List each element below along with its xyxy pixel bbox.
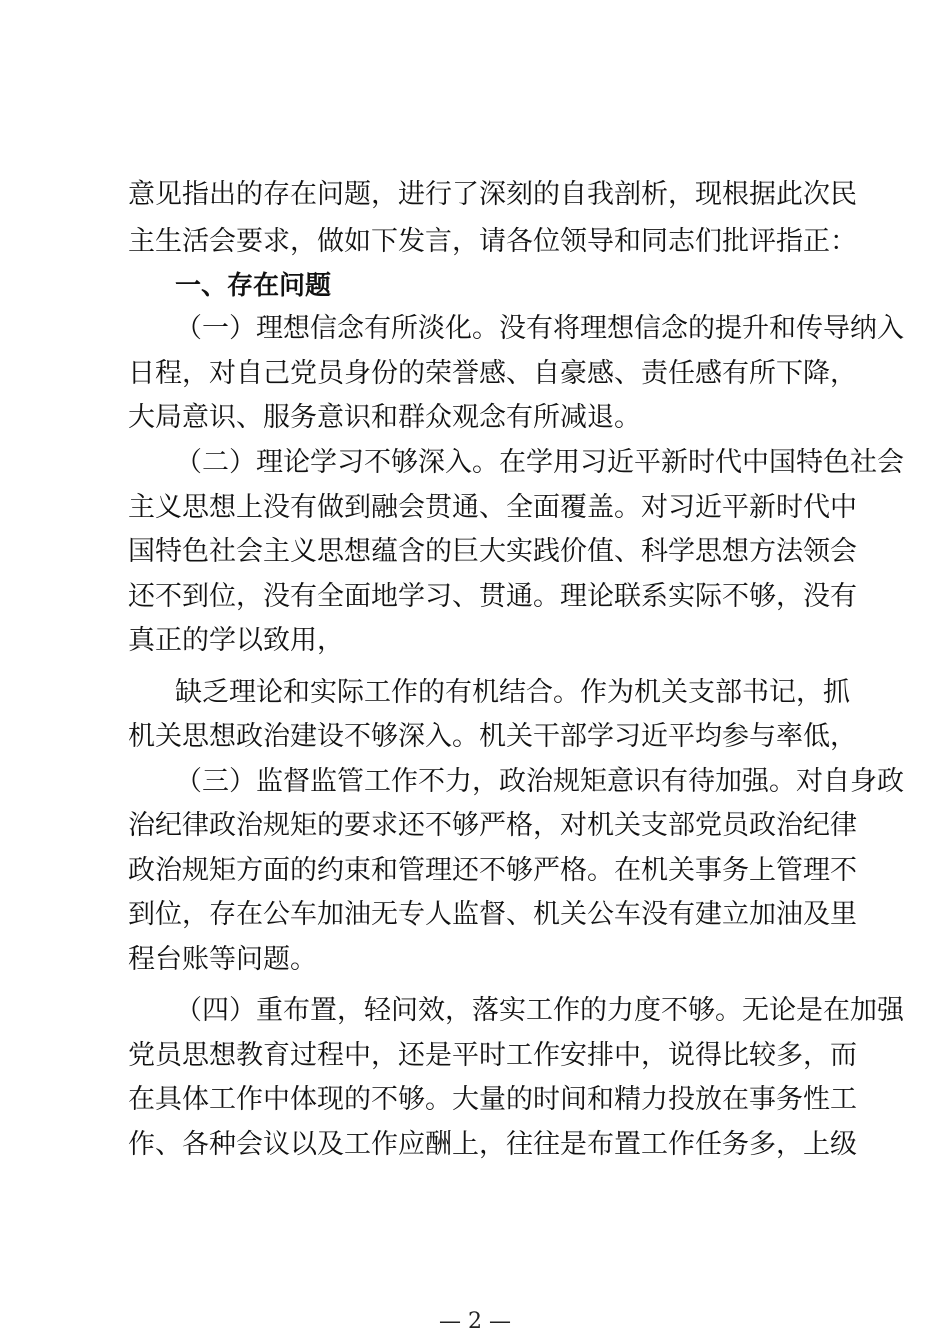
paragraph-line: 治纪律政治规矩的要求还不够严格，对机关支部党员政治纪律: [128, 810, 857, 841]
paragraph-line: 到位，存在公车加油无专人监督、机关公车没有建立加油及里: [128, 899, 857, 930]
paragraph-line: 日程，对自己党员身份的荣誉感、自豪感、责任感有所下降，: [128, 358, 857, 389]
paragraph-line: 机关思想政治建设不够深入。机关干部学习近平均参与率低，: [128, 721, 857, 752]
paragraph-line: 主生活会要求，做如下发言，请各位领导和同志们批评指正：: [128, 226, 857, 257]
paragraph-line: 在具体工作中体现的不够。大量的时间和精力投放在事务性工: [128, 1084, 857, 1115]
paragraph-line: 程台账等问题。: [128, 944, 317, 975]
paragraph-line: 缺乏理论和实际工作的有机结合。作为机关支部书记，抓: [175, 677, 850, 708]
paragraph-line: 大局意识、服务意识和群众观念有所减退。: [128, 402, 641, 433]
paragraph-line: （四）重布置，轻问效，落实工作的力度不够。无论是在加强: [175, 995, 904, 1026]
paragraph-line: 还不到位，没有全面地学习、贯通。理论联系实际不够，没有: [128, 581, 857, 612]
paragraph-line: （二）理论学习不够深入。在学用习近平新时代中国特色社会: [175, 447, 904, 478]
paragraph-line: 党员思想教育过程中，还是平时工作安排中，说得比较多，而: [128, 1040, 857, 1071]
page-number: — 2 —: [439, 1309, 511, 1334]
paragraph-line: 意见指出的存在问题，进行了深刻的自我剖析，现根据此次民: [128, 179, 857, 210]
paragraph-line: 主义思想上没有做到融会贯通、全面覆盖。对习近平新时代中: [128, 492, 857, 523]
paragraph-line: 政治规矩方面的约束和管理还不够严格。在机关事务上管理不: [128, 855, 857, 886]
section-heading: 一、存在问题: [175, 271, 332, 301]
paragraph-line: 真正的学以致用，: [128, 625, 344, 656]
paragraph-line: 国特色社会主义思想蕴含的巨大实践价值、科学思想方法领会: [128, 536, 857, 567]
paragraph-line: （三）监督监管工作不力，政治规矩意识有待加强。对自身政: [175, 766, 904, 797]
paragraph-line: 作、各种会议以及工作应酬上，往往是布置工作任务多，上级: [128, 1129, 857, 1160]
paragraph-line: （一）理想信念有所淡化。没有将理想信念的提升和传导纳入: [175, 313, 904, 344]
